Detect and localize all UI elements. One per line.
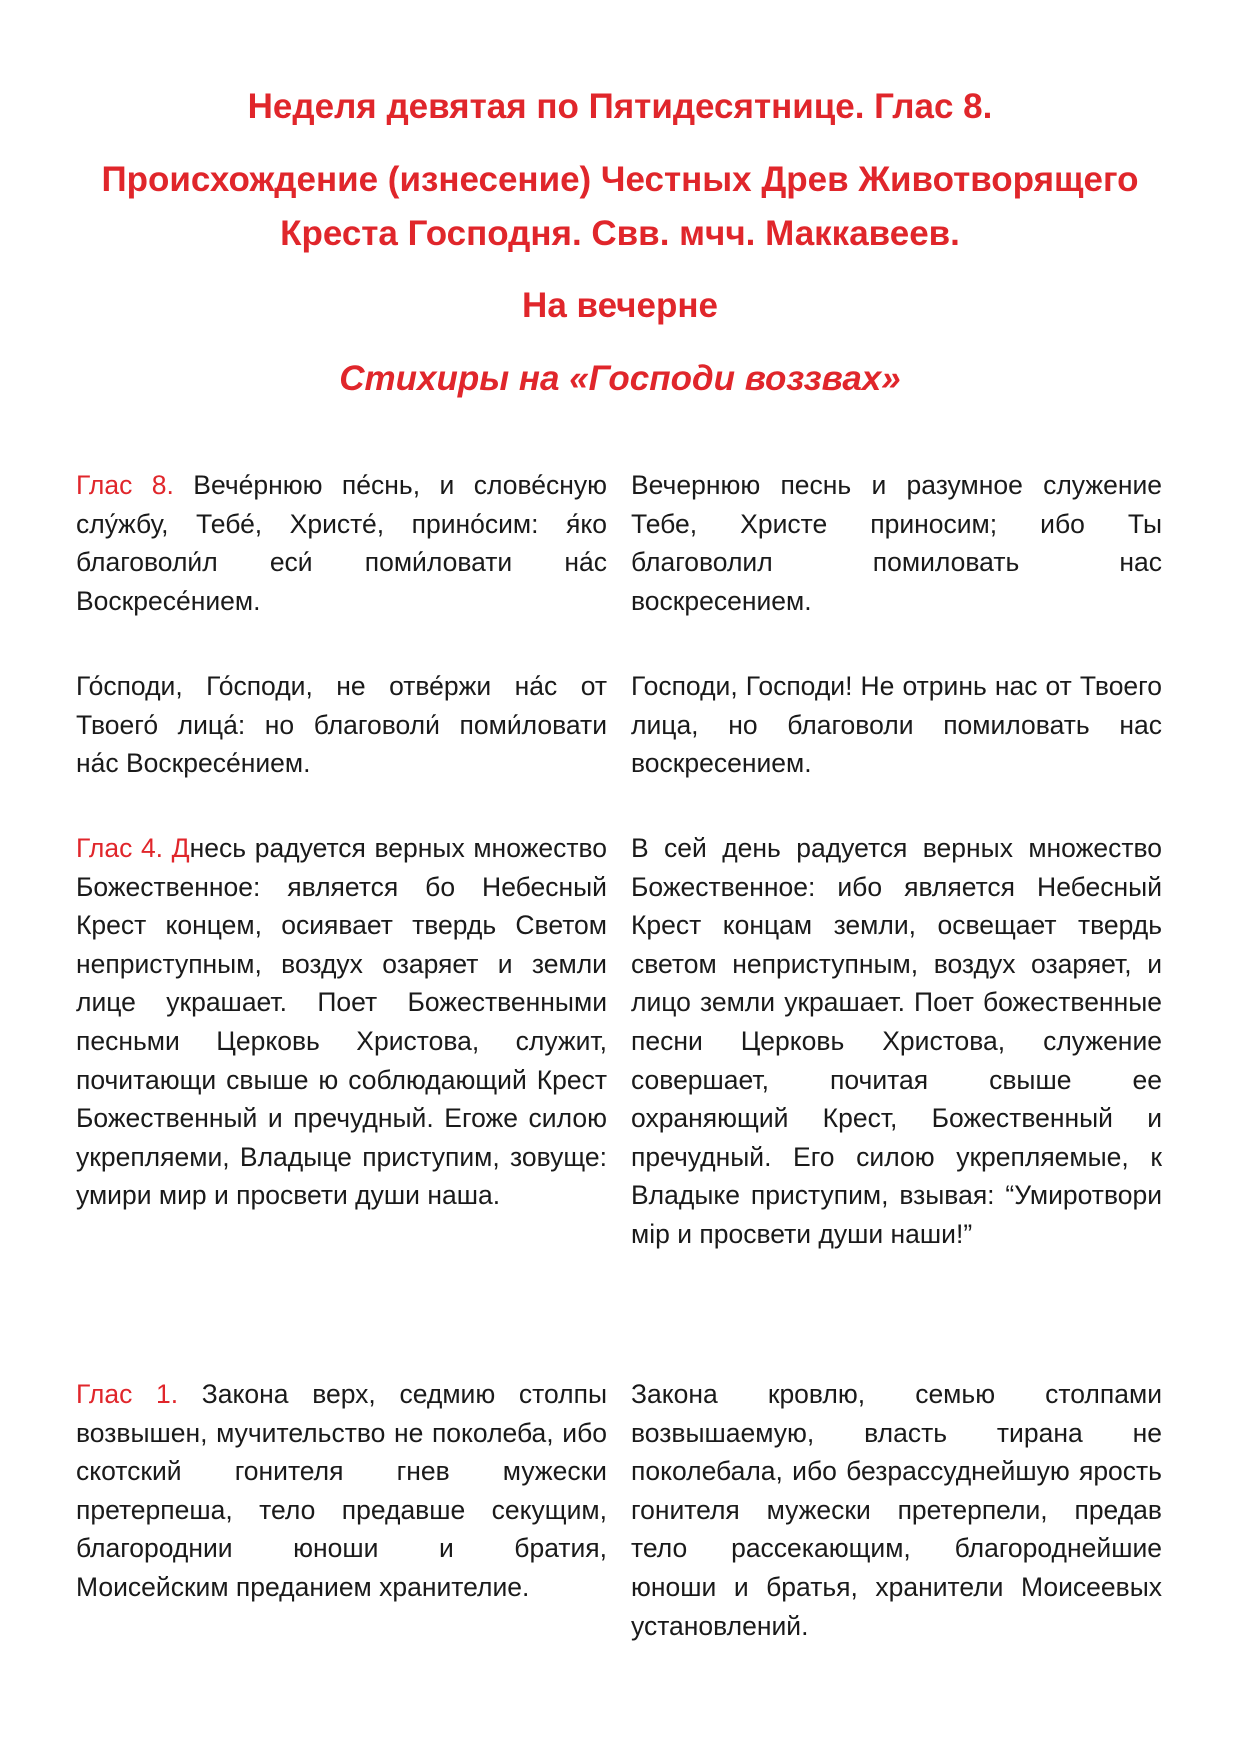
red-initial: Д [163, 833, 190, 863]
sticheron-text: Закона верх, седмию столпы возвышен, мучительство не поколеба, ибо скотский гонителя гнев мужески претерпеша, тело предавше секущим, благороднии юноши и братия, Моисейским преданием хранителие. [76, 1379, 607, 1602]
sticheron-2-russian: Господи, Господи! Не отринь нас от Твоего лица, но благоволи помиловать нас воскресением. [631, 671, 1162, 779]
vespers-heading: На вечерне [522, 286, 718, 325]
sticheron-1-slavonic [76, 466, 607, 620]
sunday-title: Неделя девятая по Пятидесятнице. Глас 8. [247, 87, 993, 126]
feast-title: Происхождение (изнесение) Честных Древ Животворящего Креста Господня. Свв. мчч. Маккавеев. [101, 160, 1139, 253]
sticheron-text: Вече́рнюю пе́снь, и слове́сную слу́жбу, Тебе́, Христе́, прино́сим: я́ко благоволи́л еси́ поми́ловати на́с Воскресе́нием. [76, 470, 608, 616]
sticheron-3-russian: В сей день радуется верных множество Божественное: ибо является Небесный Крест концам земли, освещает твердь светом неприступным, воздух озаряет, и лицо земли украшает. Поет божественные песни Церковь Христова, служение совершает, почитая свыше ее охраняющий Крест, Божественный и пречудный. Его силою укрепляемые, к Владыке приступим, взывая: “Умиротвори мiр и просвети души наши!” [631, 833, 1162, 1249]
tone-label: Глас 8. [76, 470, 174, 500]
sticheron-2-slavonic: Го́споди, Го́споди, не отве́ржи на́с от Твоего́ лица́: но благоволи́ поми́ловати на́с Воскресе́нием. [76, 671, 607, 779]
sticheron-1-russian: Вечернюю песнь и разумное служение Тебе, Христе приносим; ибо Ты благоволил помиловать нас воскресением. [631, 470, 1162, 616]
sticheron-text: несь радуется верных множество Божественное: является бо Небесный Крест концем, осиявает твердь Светом неприступным, воздух озаряет и земли лице украшает. Поет Божественными песньми Церковь Христова, служит, почитающи свыше ю соблюдающий Крест Божественный и пречудный. Егоже силою укрепляеми, Владыце приступим, зовуще: умири мир и просвети души наша. [76, 833, 608, 1211]
sticheron-3-slavonic [76, 829, 607, 1215]
tone-label: Глас 4. [76, 833, 164, 863]
stichera-heading: Стихиры на «Господи воззвах» [339, 359, 901, 398]
sticheron-4-russian: Закона кровлю, семью столпами возвышаемую, власть тирана не поколебала, ибо безрассуднейшую ярость гонителя мужески претерпели, предав тело рассекающим, благороднейшие юноши и братья, хранители Моисеевых установлений. [631, 1379, 1162, 1641]
sticheron-4-slavonic [76, 1375, 607, 1607]
tone-label: Глас 1. [76, 1379, 179, 1409]
